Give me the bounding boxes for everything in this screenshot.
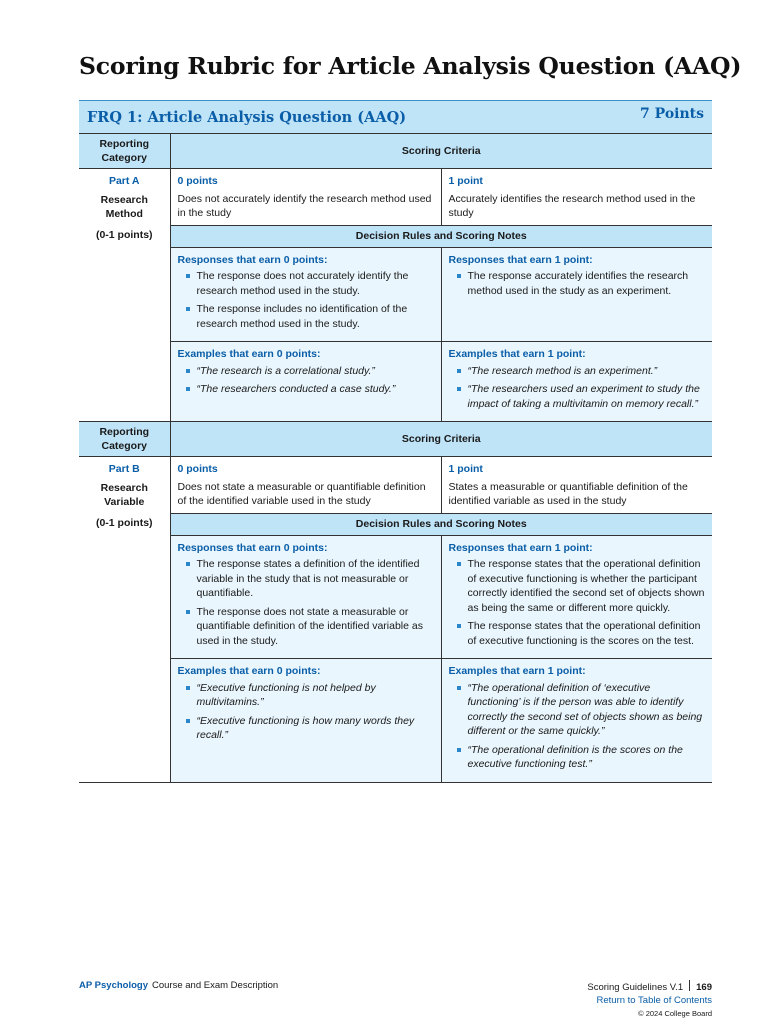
page-title: Scoring Rubric for Article Analysis Question (AAQ) [79,52,742,80]
footer-page-number: 169 [696,982,712,993]
footer-course-name: AP Psychology [79,980,148,991]
rubric-table-container [79,100,712,783]
criteria-points-title: 0 points [177,175,218,187]
list-item: “The research is a correlational study.” [178,364,434,379]
list-item: The response does not accurately identify the research method used in the study. [178,269,434,298]
list-item: “The researchers conducted a case study.” [178,382,434,397]
category-cell [79,169,170,422]
examples-list [178,364,434,397]
return-to-toc-link[interactable]: Return to Table of Contents [596,995,712,1006]
reporting-category-header: Reporting Category [79,422,170,457]
list-item: “The operational definition is the scores on the executive functioning test.” [449,743,706,772]
responses-zero-cell [170,247,441,342]
criteria-points-title: 1 point [448,463,483,475]
criteria-one-points [441,169,712,226]
criteria-description: Accurately identifies the research method used in the study [448,192,696,219]
criteria-description: Does not state a measurable or quantifiable definition of the identified variable used in the study [177,480,426,507]
list-item: “The operational definition of ‘executive functioning’ is if the person was able to identify correctly the second set of objects shown as being different or the same quickly.” [449,681,706,739]
rubric-table [79,133,712,783]
examples-title: Examples that earn 1 point: [448,348,586,360]
examples-zero-cell [170,659,441,783]
list-item: The response states that the operational definition of executive functioning is whether the participant correctly identified the second set of objects shown as being the same or different more quickly. [449,557,706,615]
responses-one-cell [441,535,712,659]
list-item: The response states that the operational definition of executive functioning is the scores on the test. [449,619,706,648]
criteria-points-title: 1 point [448,175,483,187]
decision-rules-row [79,225,712,247]
examples-one-cell [441,342,712,422]
footer-page-info [587,980,712,1020]
reporting-header-row [79,134,712,169]
part-label: Part B [108,463,140,475]
list-item: The response states a definition of the identified variable in the study that is not measurable or quantifiable. [178,557,434,601]
decision-rules-header: Decision Rules and Scoring Notes [170,513,712,535]
category-points-range: (0-1 points) [95,228,153,241]
criteria-description: States a measurable or quantifiable definition of the identified variable as used in the study [448,480,688,507]
notes-list [178,557,434,648]
category-cell [79,457,170,783]
footer-copyright: © 2024 College Board [638,1009,712,1018]
responses-zero-cell [170,535,441,659]
examples-one-cell [441,659,712,783]
notes-title: Responses that earn 0 points: [177,541,328,554]
scoring-criteria-header: Scoring Criteria [170,422,712,457]
list-item: “Executive functioning is not helped by multivitamins.” [178,681,434,710]
criteria-zero-points [170,169,441,226]
criteria-row [79,457,712,514]
examples-row [79,342,712,422]
list-item: The response does not state a measurable or quantifiable definition of the identified variable as used in the study. [178,605,434,649]
examples-title: Examples that earn 1 point: [448,665,586,677]
footer-version: V.1 [669,982,684,993]
responses-row [79,535,712,659]
notes-title: Responses that earn 1 point: [448,253,593,266]
list-item: The response accurately identifies the research method used in the study as an experiment. [449,269,706,298]
scoring-criteria-header: Scoring Criteria [170,134,712,169]
frq-title: FRQ 1: Article Analysis Question (AAQ) [87,108,407,126]
category-points-range: (0-1 points) [95,516,153,529]
criteria-description: Does not accurately identify the research method used in the study [177,192,432,219]
footer-course [79,980,278,991]
notes-list [449,557,706,648]
responses-row [79,247,712,342]
examples-list [449,364,706,412]
decision-rules-header: Decision Rules and Scoring Notes [170,225,712,247]
part-label: Part A [108,175,140,187]
list-item: The response includes no identification of the research method used in the study. [178,302,434,331]
list-item: “The researchers used an experiment to study the impact of taking a multivitamin on memory recall.” [449,382,706,411]
frq-header [79,100,712,133]
footer-divider [689,980,690,991]
criteria-zero-points [170,457,441,514]
responses-one-cell [441,247,712,342]
reporting-category-header: Reporting Category [79,134,170,169]
criteria-one-points [441,457,712,514]
examples-title: Examples that earn 0 points: [177,348,321,360]
examples-list [449,681,706,772]
category-name: Research Variable [100,481,148,508]
examples-row [79,659,712,783]
notes-list [178,269,434,331]
examples-zero-cell [170,342,441,422]
notes-title: Responses that earn 0 points: [177,253,328,266]
decision-rules-row [79,513,712,535]
footer-course-suffix: Course and Exam Description [152,980,279,991]
list-item: “Executive functioning is how many words they recall.” [178,714,434,743]
category-name: Research Method [100,193,148,220]
reporting-header-row [79,422,712,457]
notes-title: Responses that earn 1 point: [448,541,593,554]
list-item: “The research method is an experiment.” [449,364,706,379]
criteria-row [79,169,712,226]
examples-list [178,681,434,743]
criteria-points-title: 0 points [177,463,218,475]
examples-title: Examples that earn 0 points: [177,665,321,677]
frq-points: 7 Points [640,106,704,122]
notes-list [449,269,706,298]
footer-section: Scoring Guidelines [587,982,668,993]
